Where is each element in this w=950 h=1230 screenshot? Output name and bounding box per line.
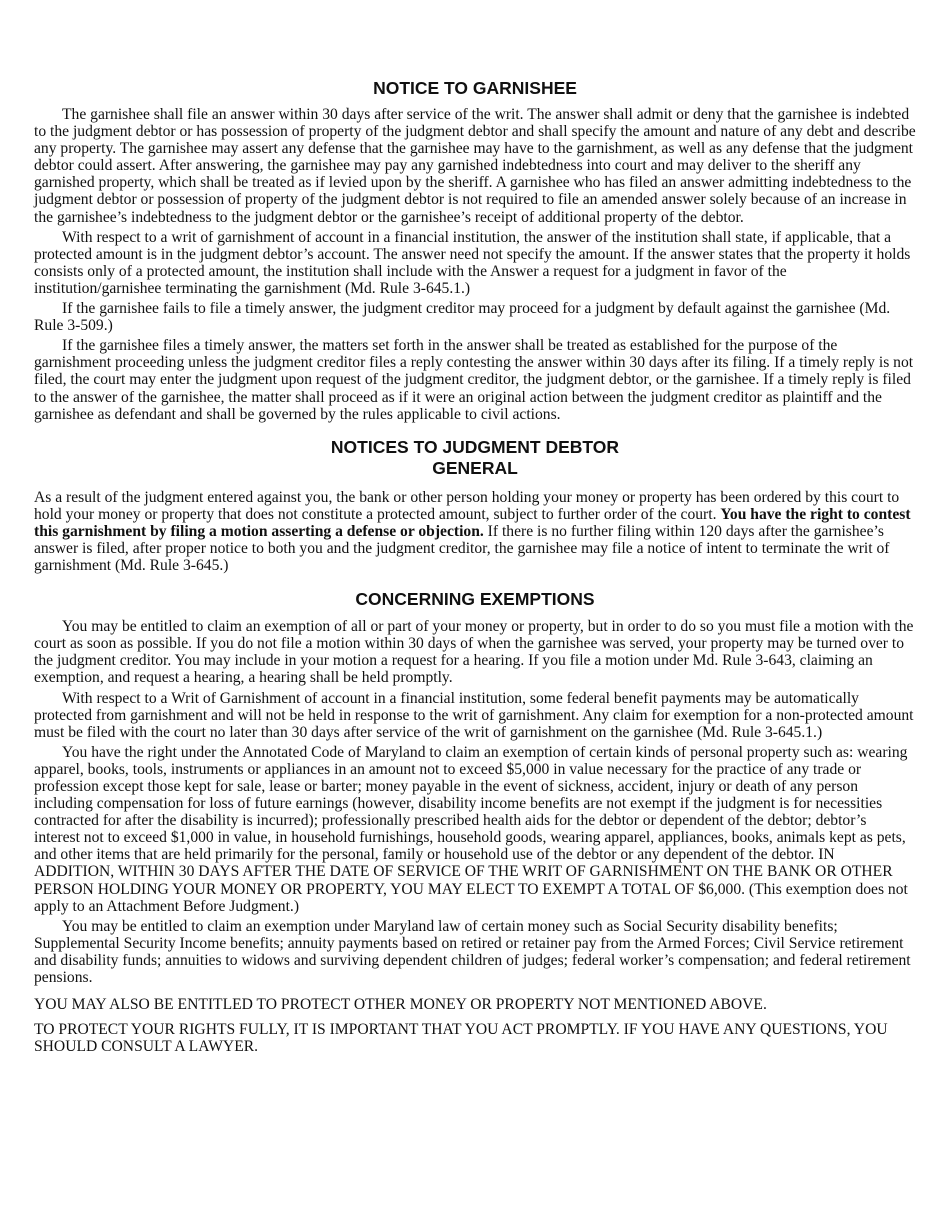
garnishee-paragraph-answer: The garnishee shall file an answer within 30 days after service of the writ. The answer shall admit or deny that the garnishee is indebted to the judgment debtor or has possession of property of the judgment debtor and shall specify the amount and nature of any debt and describe any property. The garnishee may assert any defense that the garnishee may have to the garnishment, as well as any defense that the judgment debtor could assert. After answering, the garnishee may pay any garnished indebtedness into court and may deliver to the sheriff any garnished property, which shall be treated as if levied upon by the sheriff. A garnishee who has filed an answer admitting indebtedness to the judgment debtor or possession of property of the judgment debtor is not required to file an amended answer solely because of an increase in the garnishee’s indebtedness to the judgment debtor or the garnishee’s receipt of additional property of the debtor. — [34, 106, 916, 226]
act-promptly-notice: TO PROTECT YOUR RIGHTS FULLY, IT IS IMPORTANT THAT YOU ACT PROMPTLY. IF YOU HAVE ANY QUESTIONS, YOU SHOULD CONSULT A LAWYER. — [34, 1021, 888, 1056]
general-subheading: GENERAL — [432, 457, 518, 478]
garnishee-paragraph-default: If the garnishee fails to file a timely answer, the judgment creditor may proceed for a judgment by default against the garnishee (Md. Rule 3-509.) — [34, 300, 891, 335]
debtor-general-text-2: If there is no further filing within 120 days after the garnishee’s answer is filed, after proper notice to both you and the judgment creditor, the garnishee may file a notice of intent to terminate the writ of garnishment (Md. Rule 3-645.) — [34, 522, 890, 575]
notice-to-garnishee-section — [34, 78, 916, 423]
debtor-right-to-contest-text: You have the right to contest this garnishment by filing a motion asserting a defense or objection. — [34, 505, 911, 540]
exemption-paragraph-federal-benefits: With respect to a Writ of Garnishment of account in a financial institution, some federal benefit payments may be automatically protected from garnishment and will not be held in response to the writ of garnishment. Any claim for exemption for a non-protected amount must be filed with the court no later than 30 days after service of the writ of garnishment on the garnishee (Md. Rule 3-645.1.) — [34, 689, 914, 741]
debtor-general-text-1: As a result of the judgment entered against you, the bank or other person holding your money or property has been ordered by this court to hold your money or property that does not constitute a protected amount, subject to further order of the court. — [34, 488, 900, 523]
document-page — [34, 78, 916, 1058]
debtor-general-paragraph — [34, 489, 916, 574]
garnishee-paragraph-financial-institution: With respect to a writ of garnishment of account in a financial institution, the answer of the institution shall state, if applicable, that a protected amount is in the judgment debtor’s account. The answer need not specify the amount. If the answer states that the property it holds consists only of a protected amount, the institution shall include with the Answer a request for a judgment in favor of the institution/garnishee terminating the garnishment (Md. Rule 3-645.1.) — [34, 228, 911, 297]
concerning-exemptions-heading: CONCERNING EXEMPTIONS — [355, 589, 595, 610]
garnishee-paragraph-timely-answer: If the garnishee files a timely answer, the matters set forth in the answer shall be treated as established for the purpose of the garnishment proceeding unless the judgment creditor files a reply contesting the answer within 30 days after its filing. If a timely reply is not filed, the court may enter the judgment upon request of the judgment creditor, the judgment debtor, or the garnishee. If a timely reply is filed to the answer of the garnishee, the matter shall proceed as if it were an original action between the judgment creditor as plaintiff and the garnishee as defendant and shall be governed by the rules applicable to civil actions. — [34, 337, 914, 423]
other-money-notice: YOU MAY ALSO BE ENTITLED TO PROTECT OTHER MONEY OR PROPERTY NOT MENTIONED ABOVE. — [34, 996, 767, 1014]
exemption-paragraph-maryland-money: You may be entitled to claim an exemption under Maryland law of certain money such as Social Security disability benefits; Supplemental Security Income benefits; annuity payments based on retired or retainer pay from the Armed Forces; Civil Service retirement and disability funds; annuities to widows and surviving dependent children of judges; federal worker’s compensation; and federal retirement pensions. — [34, 917, 911, 987]
notices-to-judgment-debtor-section — [34, 437, 916, 574]
notices-to-judgment-debtor-heading: NOTICES TO JUDGMENT DEBTOR — [330, 436, 620, 457]
exemption-paragraph-motion: You may be entitled to claim an exemption of all or part of your money or property, but in order to do so you must file a motion with the court as soon as possible. If you do not file a motion within 30 days of when the garnishee was served, your property may be turned over to the judgment creditor. You may include in your motion a request for a hearing. If you file a motion under Md. Rule 3-643, claiming an exemption, and request a hearing, a hearing shall be held promptly. — [34, 618, 914, 687]
notice-to-garnishee-heading: NOTICE TO GARNISHEE — [373, 78, 577, 98]
concerning-exemptions-section — [34, 589, 916, 1055]
exemption-paragraph-personal-property: You have the right under the Annotated Code of Maryland to claim an exemption of certain kinds of personal property such as: wearing apparel, books, tools, instruments or appliances in an amount not to exceed $5,000 in value necessary for the practice of any trade or profession except those kept for sale, lease or barter; money payable in the event of sickness, accident, injury or death of any person including compensation for loss of future earnings (however, disability income benefits are not exempt if the judgment is for necessities contracted for after the disability is incurred); professionally prescribed health aids for the debtor or dependent of the debtor; debtor’s interest not to exceed $1,000 in value, in household furnishings, household goods, wearing apparel, appliances, books, animals kept as pets, and other items that are held primarily for the personal, family or household use of the debtor or any dependent of the debtor. IN ADDITION, WITHIN 30 DAYS AFTER THE DATE OF SERVICE OF THE WRIT OF GARNISHMENT ON THE BANK OR OTHER PERSON HOLDING YOUR MONEY OR PROPERTY, YOU MAY ELECT TO EXEMPT A TOTAL OF $6,000. (This exemption does not apply to an Attachment Before Judgment.) — [34, 743, 908, 915]
